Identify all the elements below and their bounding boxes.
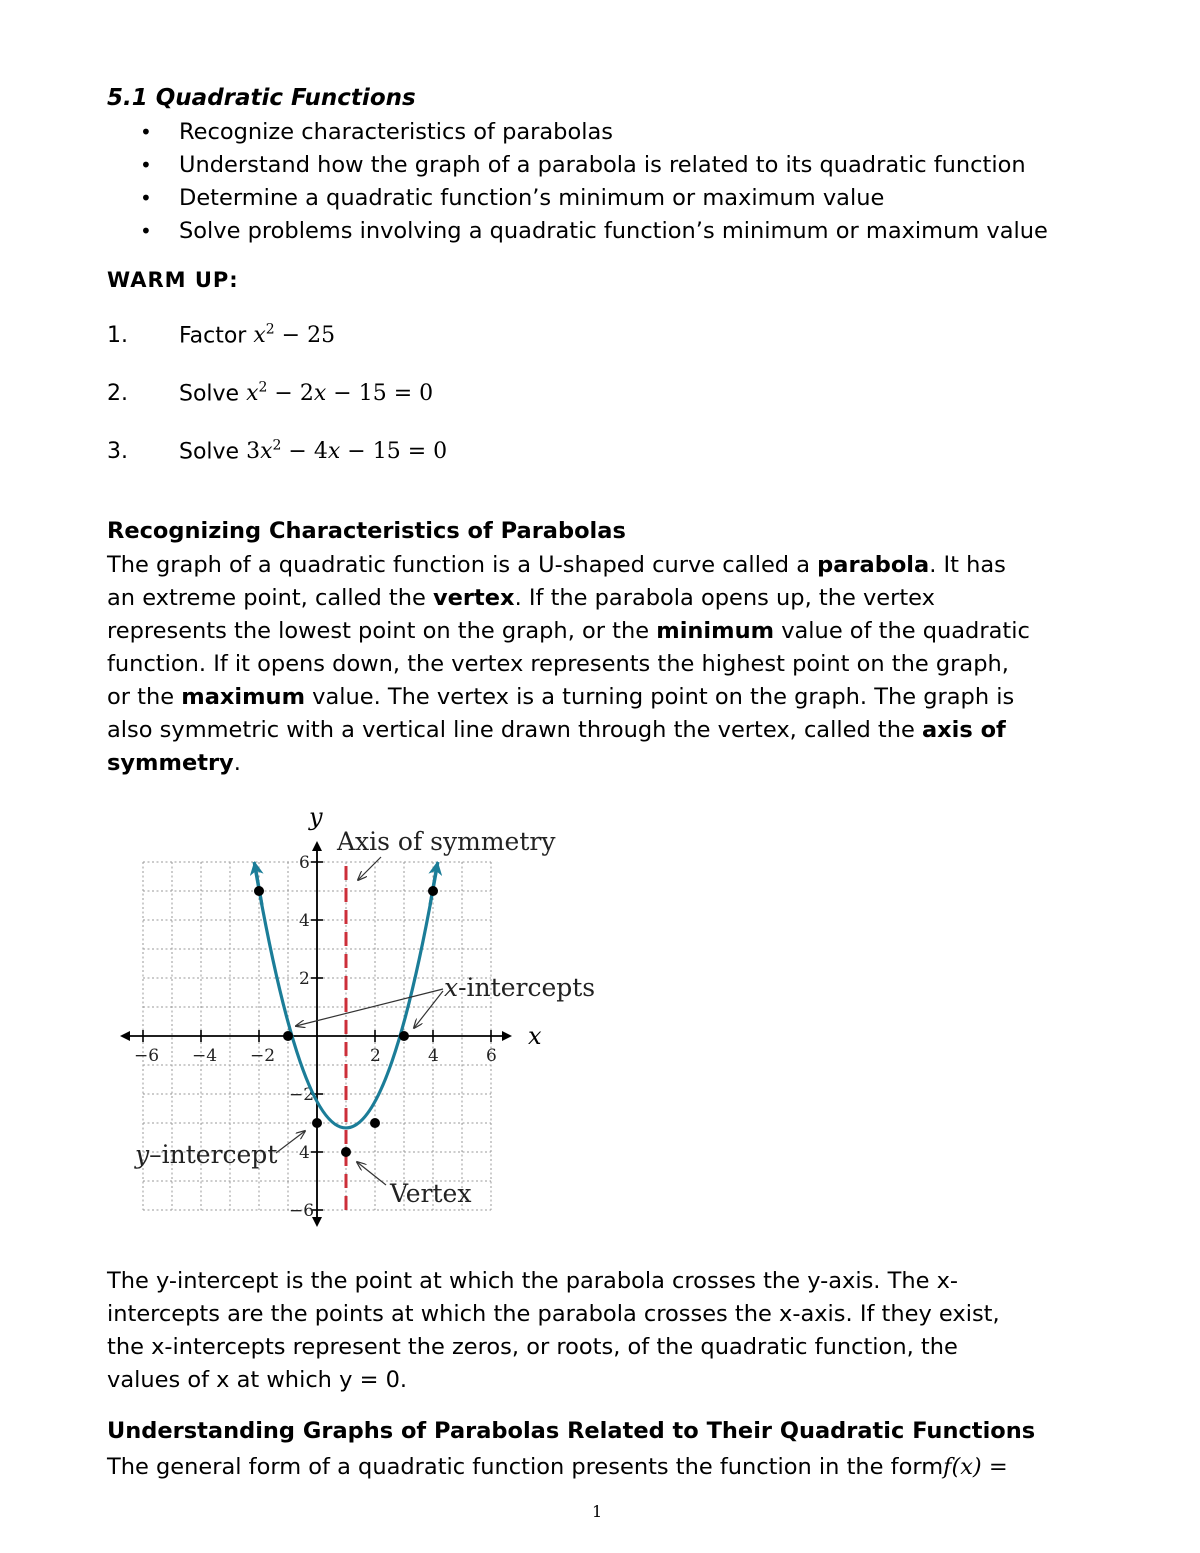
question-expression: $x^2 - 2x - 15 = 0$ [246,380,434,407]
section-heading-characteristics: Recognizing Characteristics of Parabolas [107,518,626,544]
key-term: axis of [921,717,1006,743]
question-verb: Solve [179,381,240,407]
objective-item: • Understand how the graph of a parabola is related to its quadratic function [140,149,1048,182]
paragraph-text: an extreme point, called the [107,585,433,611]
warm-up-heading: WARM UP: [107,268,239,292]
paragraph-text: value of the quadratic [774,618,1030,644]
question-number: 2. [107,381,128,407]
intercepts-paragraph [107,1265,1107,1397]
x-axis-label: x [528,1022,542,1050]
y-tick-label: 4 [299,1143,310,1163]
objective-item: • Determine a quadratic function’s minimum or maximum value [140,182,1048,215]
x-tick-label: −6 [134,1046,160,1066]
paragraph-line: intercepts are the points at which the parabola crosses the x-axis. If they exist, [107,1301,1000,1327]
paragraph-text: The general form of a quadratic function presents the function in the form [107,1454,944,1480]
paragraph-text: . It has [929,552,1006,578]
y-tick-label: −6 [289,1201,315,1221]
y-tick-label: 4 [299,911,310,931]
question-expression: $3x^2 - 4x - 15 = 0$ [246,438,448,465]
function-notation: f(x) = [943,1454,1008,1480]
y-tick-label: 6 [299,853,310,873]
key-term: vertex [433,585,515,611]
x-tick-label: −4 [192,1046,218,1066]
question-verb: Factor [179,323,247,349]
paragraph-text: also symmetric with a vertical line drawn through the vertex, called the [107,717,922,743]
question-expression: $x^2 - 25$ [253,322,336,349]
page-number: 1 [592,1502,603,1521]
paragraph-text: . If the parabola opens up, the vertex [514,585,935,611]
page-title: 5.1 Quadratic Functions [107,85,416,111]
paragraph-text: represents the lowest point on the graph, or the [107,618,657,644]
objective-item: • Recognize characteristics of parabolas [140,116,1048,149]
axis-of-symmetry-pointer [358,857,381,880]
paragraph-text: . [233,750,241,776]
general-form-paragraph [107,1451,1107,1484]
y-axis-label: y [309,803,323,831]
y-tick-label: 2 [299,969,310,989]
question-number: 3. [107,439,128,465]
x-tick-label: 2 [370,1046,381,1066]
paragraph-text: function. If it opens down, the vertex represents the highest point on the graph, [107,651,1009,677]
paragraph-text: or the [107,684,182,710]
key-term: symmetry [107,750,234,776]
x-tick-label: 6 [486,1046,497,1066]
key-term: minimum [656,618,775,644]
vertex-pointer [357,1162,386,1185]
question-number: 1. [107,323,128,349]
paragraph-line: values of x at which y = 0. [107,1367,408,1393]
y-tick-label: −2 [289,1085,315,1105]
objective-item: • Solve problems involving a quadratic function’s minimum or maximum value [140,215,1048,248]
x-intercepts-label: x-intercepts [444,973,596,1002]
axis-of-symmetry-label: Axis of symmetry [337,827,556,856]
vertex-label: Vertex [390,1179,472,1208]
paragraph-text: value. The vertex is a turning point on the graph. The graph is [305,684,1015,710]
y-intercept-label: y–intercept [135,1140,278,1169]
x-intercept-pointer-right [414,991,443,1028]
key-term: maximum [181,684,306,710]
question-verb: Solve [179,439,240,465]
x-intercept-pointer-left [296,989,443,1026]
x-tick-label: 4 [428,1046,439,1066]
paragraph-text: The graph of a quadratic function is a U-shaped curve called a [107,552,818,578]
key-term: parabola [817,552,930,578]
x-tick-label: −2 [250,1046,276,1066]
section-heading-understanding-graphs: Understanding Graphs of Parabolas Related to Their Quadratic Functions [107,1418,1036,1444]
paragraph-line: The y-intercept is the point at which the parabola crosses the y-axis. The x- [107,1268,959,1294]
paragraph-line: the x-intercepts represent the zeros, or roots, of the quadratic function, the [107,1334,958,1360]
